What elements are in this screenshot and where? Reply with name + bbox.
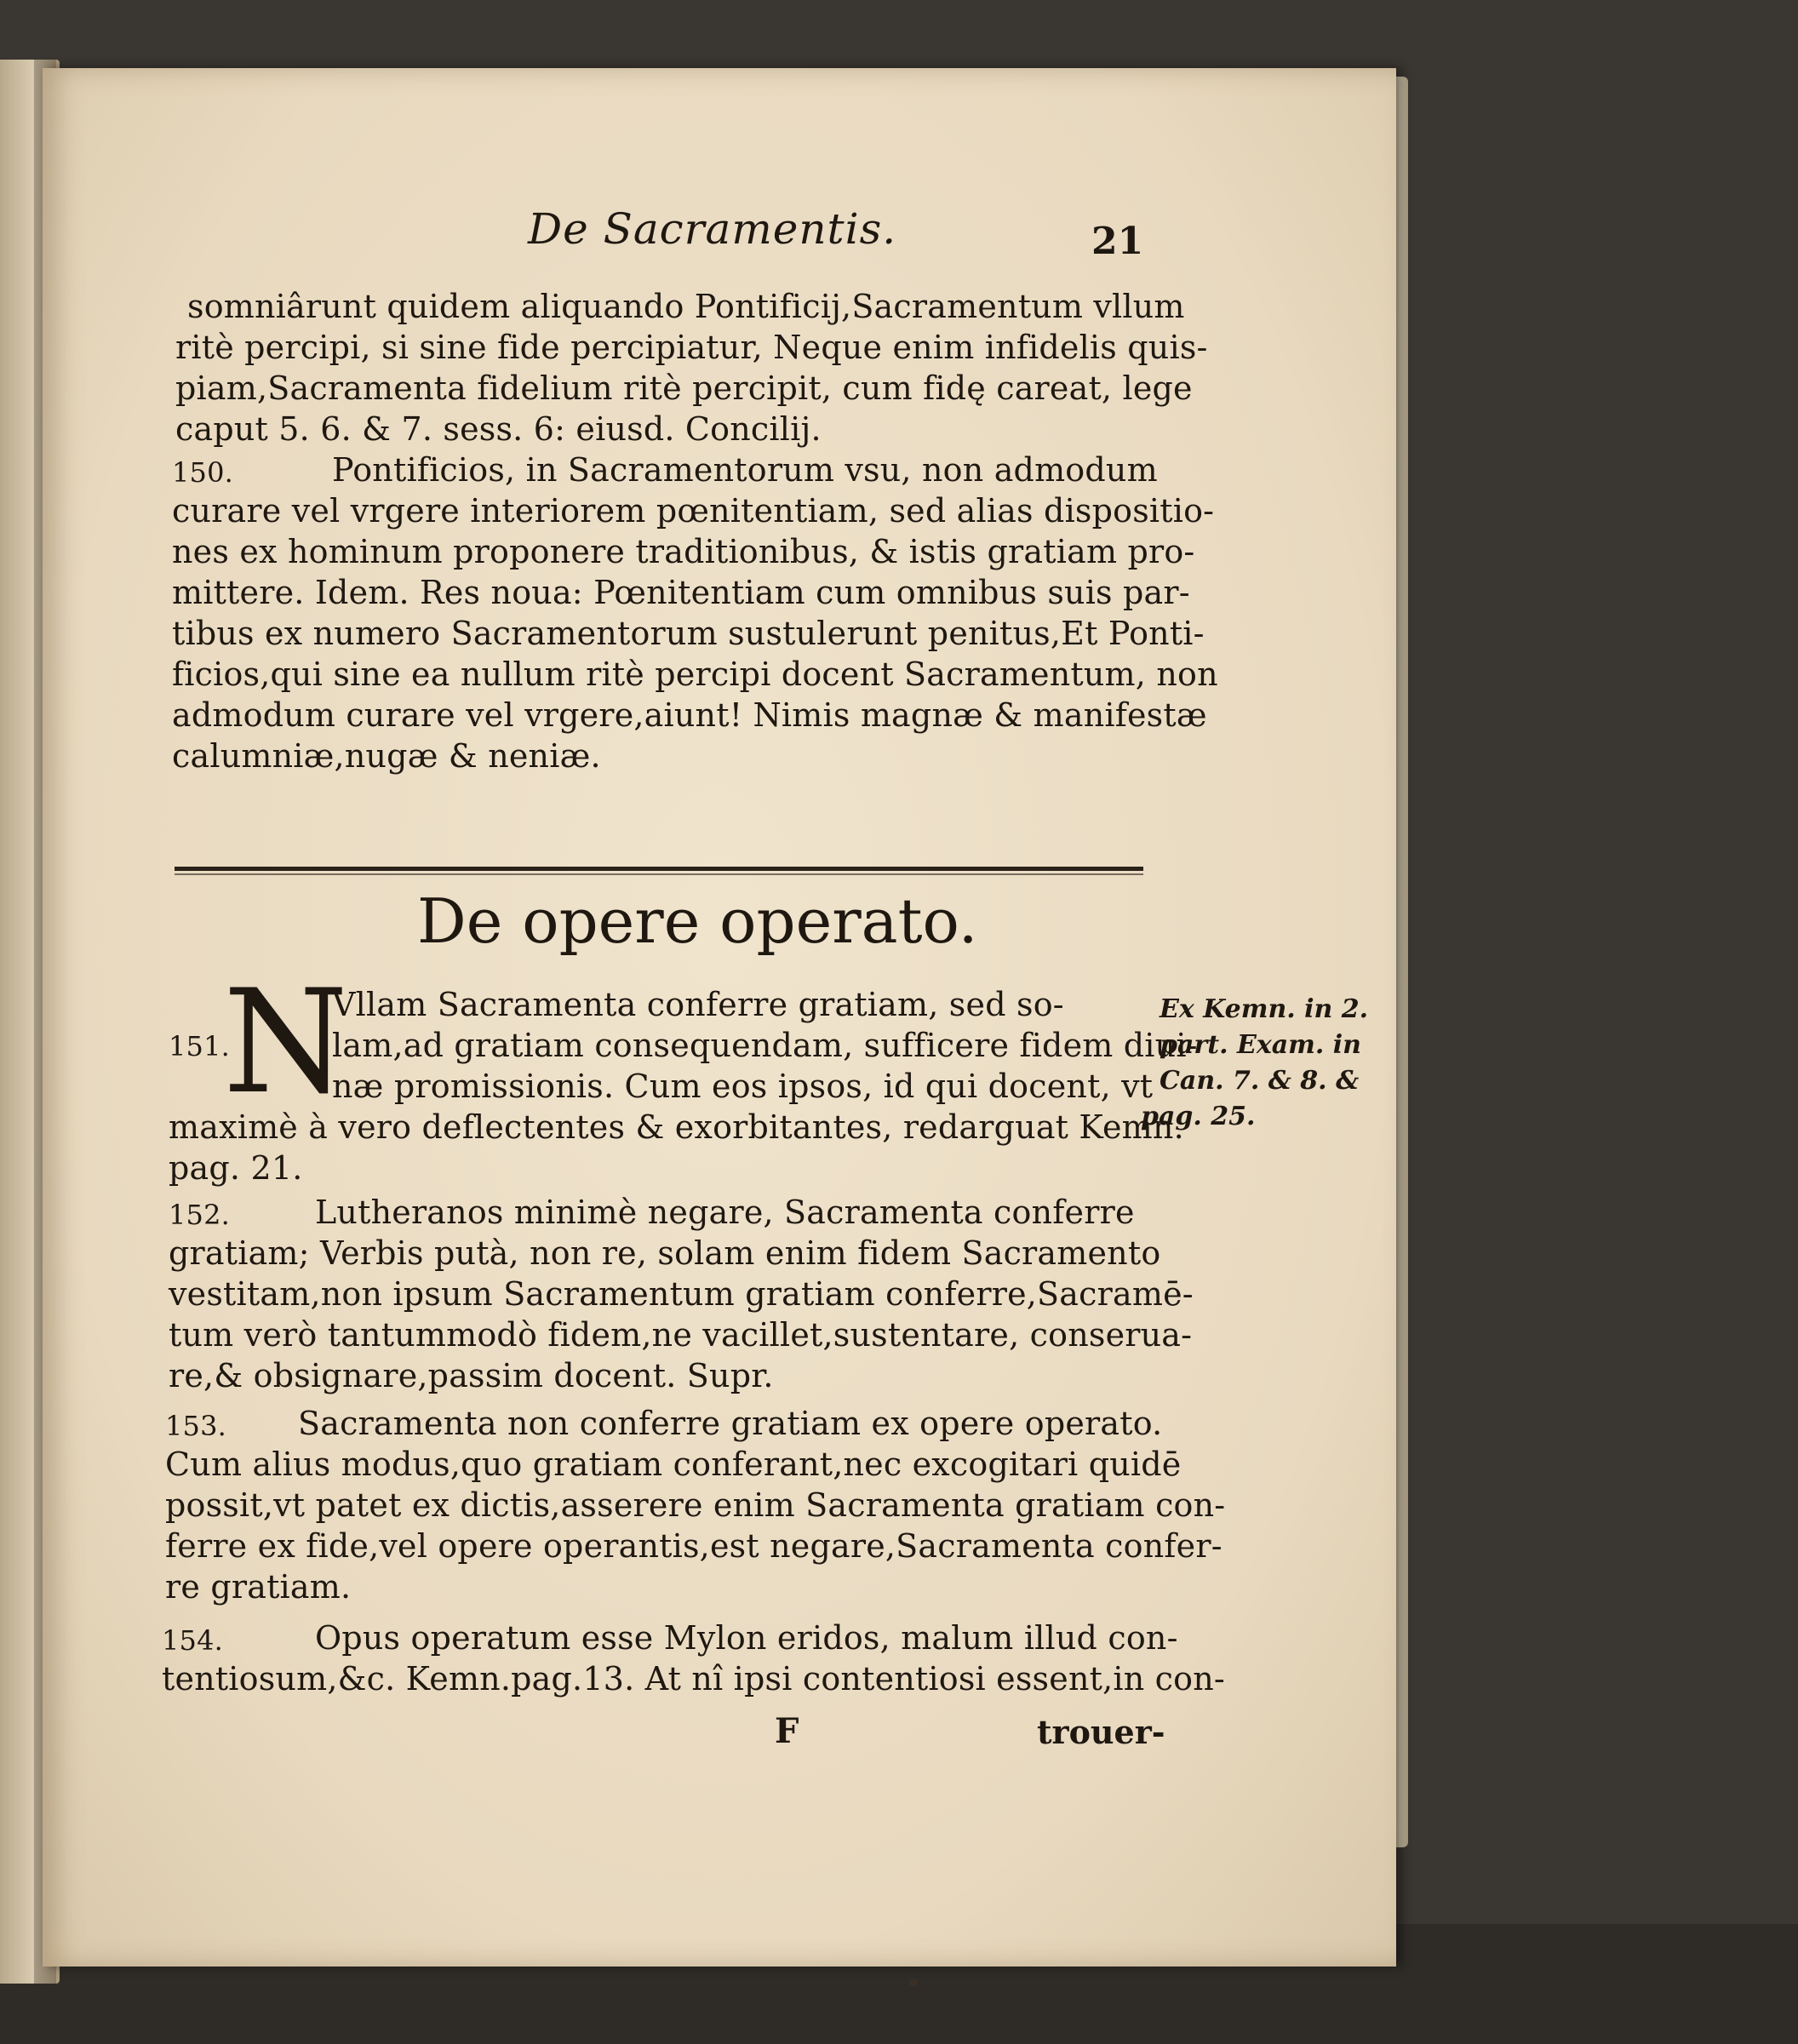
text-line: re gratiam. (165, 1568, 352, 1606)
text-line: somniârunt quidem aliquando Pontificij,Sacramentum vllum (187, 288, 1185, 325)
text-line: curare vel vrgere interiorem pœnitentiam, sed alias dispositio- (172, 492, 1215, 530)
text-line: tum verò tantummodò fidem,ne vacillet,sustentare, conserua- (169, 1316, 1193, 1354)
text-line: ficios,qui sine ea nullum ritè percipi docent Sacramentum, non (172, 656, 1218, 693)
item-number: 151. (169, 1030, 231, 1062)
text-line: pag. 21. (169, 1149, 303, 1187)
item-number: 153. (165, 1410, 227, 1442)
text-line: caput 5. 6. & 7. sess. 6: eiusd. Concilij. (175, 410, 822, 448)
running-head: De Sacramentis. (528, 204, 897, 254)
text-line: Opus operatum esse Mylon eridos, malum illud con- (315, 1619, 1178, 1657)
text-line: Pontificios, in Sacramentorum vsu, non admodum (332, 451, 1158, 489)
drop-cap: N (223, 959, 348, 1125)
text-line: calumniæ,nugæ & neniæ. (172, 737, 601, 775)
item-number: 150. (172, 456, 234, 489)
margin-note-line: Can. 7. & 8. & (1160, 1066, 1360, 1096)
text-line: nes ex hominum proponere traditionibus, & istis gratiam pro- (172, 533, 1195, 570)
item-number: 154. (162, 1624, 224, 1657)
folio-number: 21 (1091, 220, 1144, 263)
text-line: ritè percipi, si sine fide percipiatur, Neque enim infidelis quis- (175, 329, 1208, 366)
signature-mark: F (775, 1711, 799, 1751)
text-line: mittere. Idem. Res noua: Pœnitentiam cum omnibus suis par- (172, 574, 1190, 611)
text-line: Cum alius modus,quo gratiam conferant,nec excogitari quidē (165, 1446, 1182, 1483)
text-line: possit,vt patet ex dictis,asserere enim Sacramenta gratiam con- (165, 1486, 1226, 1524)
text-line: næ promissionis. Cum eos ipsos, id qui docent, vt (332, 1068, 1154, 1105)
book-page (43, 68, 1396, 1967)
catchword: trouer- (1037, 1713, 1165, 1751)
text-line: gratiam; Verbis putà, non re, solam enim fidem Sacramento (169, 1234, 1161, 1272)
margin-note-line: pag. 25. (1141, 1102, 1256, 1131)
text-line: tibus ex numero Sacramentorum sustulerunt penitus,Et Ponti- (172, 615, 1205, 652)
margin-note-line: Ex Kemn. in 2. (1160, 994, 1369, 1024)
text-line: admodum curare vel vrgere,aiunt! Nimis magnæ & manifestæ (172, 696, 1207, 734)
section-rule (175, 867, 1143, 871)
text-line: ferre ex fide,vel opere operantis,est negare,Sacramenta confer- (165, 1527, 1223, 1565)
section-title: De opere operato. (417, 885, 978, 957)
text-line: Lutheranos minimè negare, Sacramenta conferre (315, 1194, 1135, 1231)
text-line: lam,ad gratiam consequendam, sufficere fidem diui- (332, 1027, 1198, 1064)
text-line: Sacramenta non conferre gratiam ex opere operato. (298, 1405, 1163, 1442)
margin-note-line: part. Exam. in (1160, 1030, 1361, 1060)
text-line: maximè à vero deflectentes & exorbitantes, redarguat Kemn. (169, 1108, 1184, 1146)
text-line: re,& obsignare,passim docent. Supr. (169, 1357, 774, 1394)
ink-speck (909, 1979, 918, 1986)
section-rule-thin (175, 873, 1143, 875)
text-line: piam,Sacramenta fidelium ritè percipit, cum fidę careat, lege (175, 369, 1193, 407)
item-number: 152. (169, 1199, 231, 1231)
text-line: tentiosum,&c. Kemn.pag.13. At nî ipsi contentiosi essent,in con- (162, 1660, 1225, 1698)
text-line: vestitam,non ipsum Sacramentum gratiam conferre,Sacramē- (169, 1275, 1194, 1313)
text-line: Vllam Sacramenta conferre gratiam, sed so- (332, 986, 1064, 1023)
